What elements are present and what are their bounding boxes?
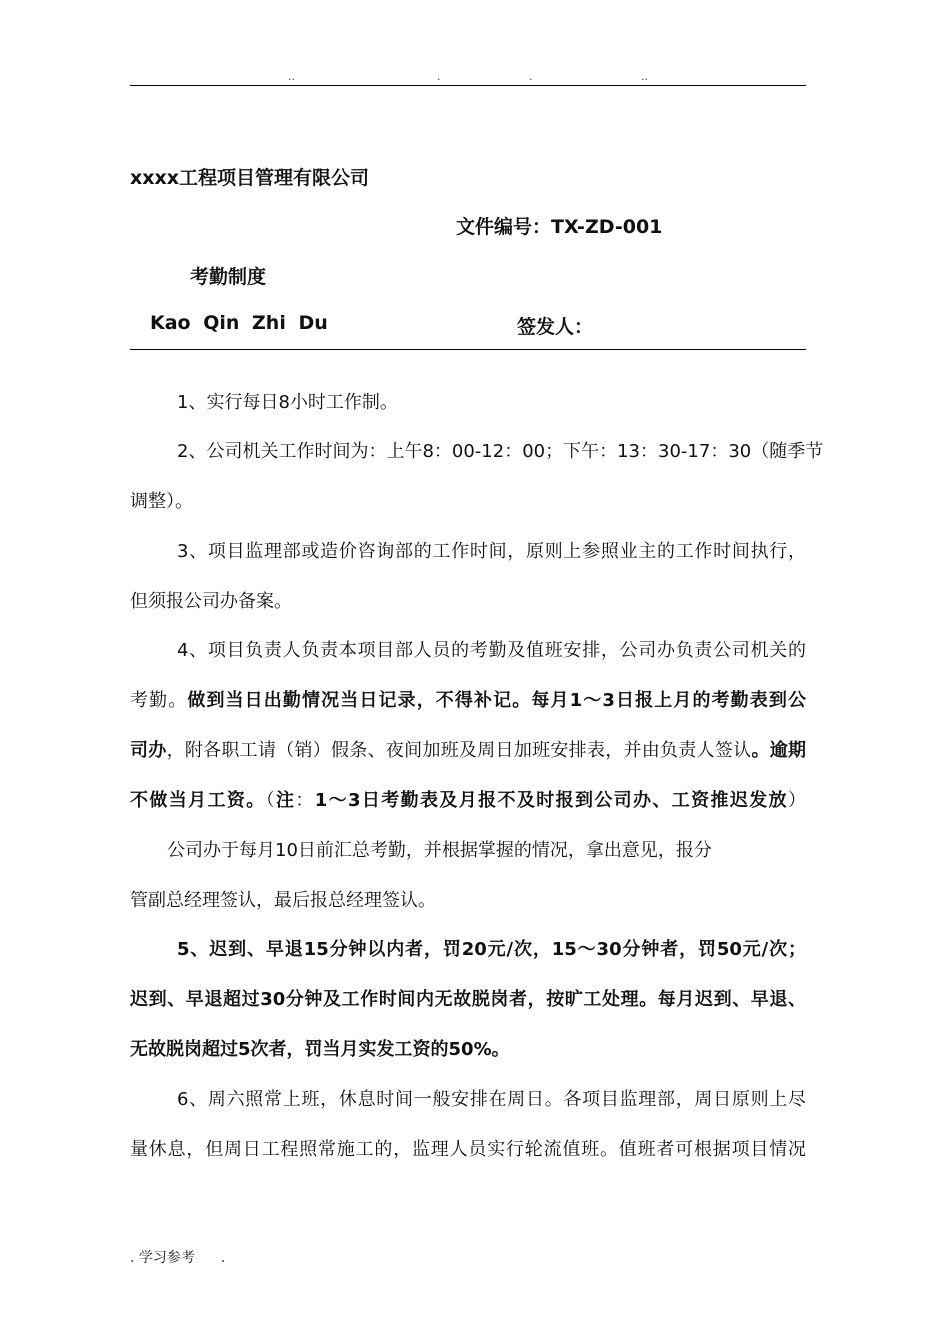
clause-5-line-2: 迟到、早退超过30分钟及工作时间内无故脱岗者，按旷工处理。每月迟到、早退、 xyxy=(130,989,806,1010)
clause-5-line-3: 无故脱岗超过5次者，罚当月实发工资的50%。 xyxy=(130,1039,510,1060)
clause-6-line-1: 6、周六照常上班，休息时间一般安排在周日。各项目监理部，周日原则上尽 xyxy=(177,1089,806,1110)
company-name: xxxx工程项目管理有限公司 xyxy=(130,167,370,189)
document-title-pinyin: Kao Qin Zhi Du xyxy=(150,312,328,334)
note-label: 注 xyxy=(275,790,296,811)
clause-4-bold-text: 司办 xyxy=(130,740,167,761)
title-rule xyxy=(130,349,806,350)
clause-4-line-3 xyxy=(130,739,806,763)
header-rule xyxy=(130,85,806,86)
clause-4-bold-text: 不做当月工资。 xyxy=(130,790,266,811)
clause-4-bold-text: 。逾期 xyxy=(751,740,807,761)
footer-text: . 学习参考 xyxy=(130,1250,195,1266)
header-dots: .. xyxy=(641,70,648,83)
header-dots: . xyxy=(437,70,441,83)
clause-4-text: ： xyxy=(295,790,315,811)
summary-line-2: 管副总经理签认，最后报总经理签认。 xyxy=(130,890,436,911)
clause-2-line-1: 2、公司机关工作时间为：上午8：00-12：00；下午：13：30-17：30（随季节 xyxy=(177,441,824,462)
clause-4-text: ） xyxy=(788,790,807,811)
clause-4-text: 考勤。 xyxy=(130,690,188,711)
clause-1: 1、实行每日8小时工作制。 xyxy=(177,392,398,413)
clause-4-bold-text: 做到当日出勤情况当日记录，不得补记。每月1～3日报上月的考勤表到公 xyxy=(187,690,807,711)
file-number: 文件编号：TX-ZD-001 xyxy=(456,216,663,238)
header-dots: . xyxy=(529,70,533,83)
clause-4-line-4 xyxy=(130,789,806,813)
clause-2-line-2: 调整）。 xyxy=(130,491,193,512)
document-title: 考勤制度 xyxy=(190,266,267,288)
clause-6-line-2: 量休息，但周日工程照常施工的，监理人员实行轮流值班。值班者可根据项目情况 xyxy=(130,1139,806,1160)
clause-3-line-2: 但须报公司办备案。 xyxy=(130,591,292,612)
page-footer xyxy=(130,1247,225,1267)
header-dots: .. xyxy=(288,70,295,83)
clause-3-line-1: 3、项目监理部或造价咨询部的工作时间，原则上参照业主的工作时间执行， xyxy=(177,541,806,562)
note-text: 1～3日考勤表及月报不及时报到公司办、工资推迟发放 xyxy=(314,790,789,811)
clause-5-line-1: 5、迟到、早退15分钟以内者，罚20元/次，15～30分钟者，罚50元/次； xyxy=(177,939,806,960)
clause-4-line-1: 4、项目负责人负责本项目部人员的考勤及值班安排，公司办负责公司机关的 xyxy=(177,640,806,661)
clause-4-text: ，附各职工请（销）假条、夜间加班及周日加班安排表，并由负责人签认 xyxy=(166,740,752,761)
signer-label: 签发人： xyxy=(517,316,594,338)
summary-line-1: 公司办于每月10日前汇总考勤，并根据掌握的情况，拿出意见，报分 xyxy=(167,840,712,861)
clause-4-text: （ xyxy=(265,790,276,811)
footer-dot: . xyxy=(220,1250,226,1266)
clause-4-line-2 xyxy=(130,689,806,713)
